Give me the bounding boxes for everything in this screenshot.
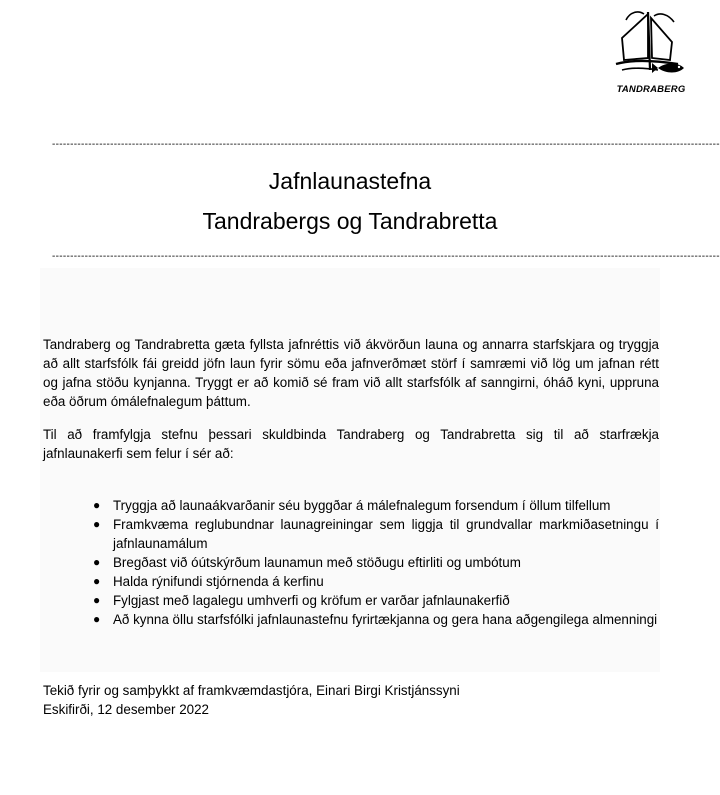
company-logo (608, 8, 694, 100)
place-date-line: Eskifirði, 12 desember 2022 (43, 702, 209, 717)
bullet-icon: ● (93, 517, 101, 531)
sailboat-fish-logo-icon (608, 8, 694, 86)
page-title: Jafnlaunastefna (268, 168, 432, 194)
bullet-icon: ● (93, 555, 101, 569)
policy-paragraph-2: Til að framfylgja stefnu þessari skuldbinda Tandraberg og Tandrabretta sig til að starfrækja jafnlaunakerfi sem felur í sér að: (43, 427, 659, 461)
policy-paragraph-1: Tandraberg og Tandrabretta gæta fyllsta jafnréttis við ákvörðun launa og annarra starfskjara og tryggja að allt starfsfólk fái greidd jöfn laun fyrir sömu eða jafnverðmæt störf í samræmi við lög um jafnan rétt og jafna stöðu kynjanna. Tryggt er að komið sé fram við allt starfsfólk af sanngirni, óháð kyni, uppruna eða öðrum ómálefnalegum þáttum. (43, 337, 659, 409)
logo-text: TANDRABERG (616, 84, 686, 95)
separator-top: ---------------------------------------------------------------------------------------------------------------------------------------------------------------------------------------- (52, 139, 720, 150)
signature-block (43, 681, 643, 719)
list-item: ● Framkvæma reglubundnar launagreiningar sem liggja til grundvallar markmiðasetningu í jafnlaunamálum (93, 517, 659, 551)
page-subtitle: Tandrabergs og Tandrabretta (202, 208, 498, 234)
list-item: ● Að kynna öllu starfsfólki jafnlaunastefnu fyrirtækjanna og gera hana aðgengilega almenningi (93, 612, 658, 627)
list-item: ● Fylgjast með lagalegu umhverfi og kröfum er varðar jafnlaunakerfið (93, 593, 510, 608)
bullet-icon: ● (93, 574, 101, 588)
bullet-icon: ● (93, 498, 101, 512)
commitment-list (43, 496, 659, 629)
separator-bottom: ---------------------------------------------------------------------------------------------------------------------------------------------------------------------------------------- (52, 251, 720, 262)
list-item: ● Halda rýnifundi stjórnenda á kerfinu (93, 574, 324, 589)
list-item: ● Bregðast við óútskýrðum launamun með stöðugu eftirliti og umbótum (93, 555, 521, 570)
approval-line: Tekið fyrir og samþykkt af framkvæmdastjóra, Einari Birgi Kristjánssyni (43, 683, 460, 698)
bullet-icon: ● (93, 593, 101, 607)
list-item: ● Tryggja að launaákvarðanir séu byggðar á málefnalegum forsendum í öllum tilfellum (93, 498, 611, 513)
bullet-icon: ● (93, 612, 101, 626)
